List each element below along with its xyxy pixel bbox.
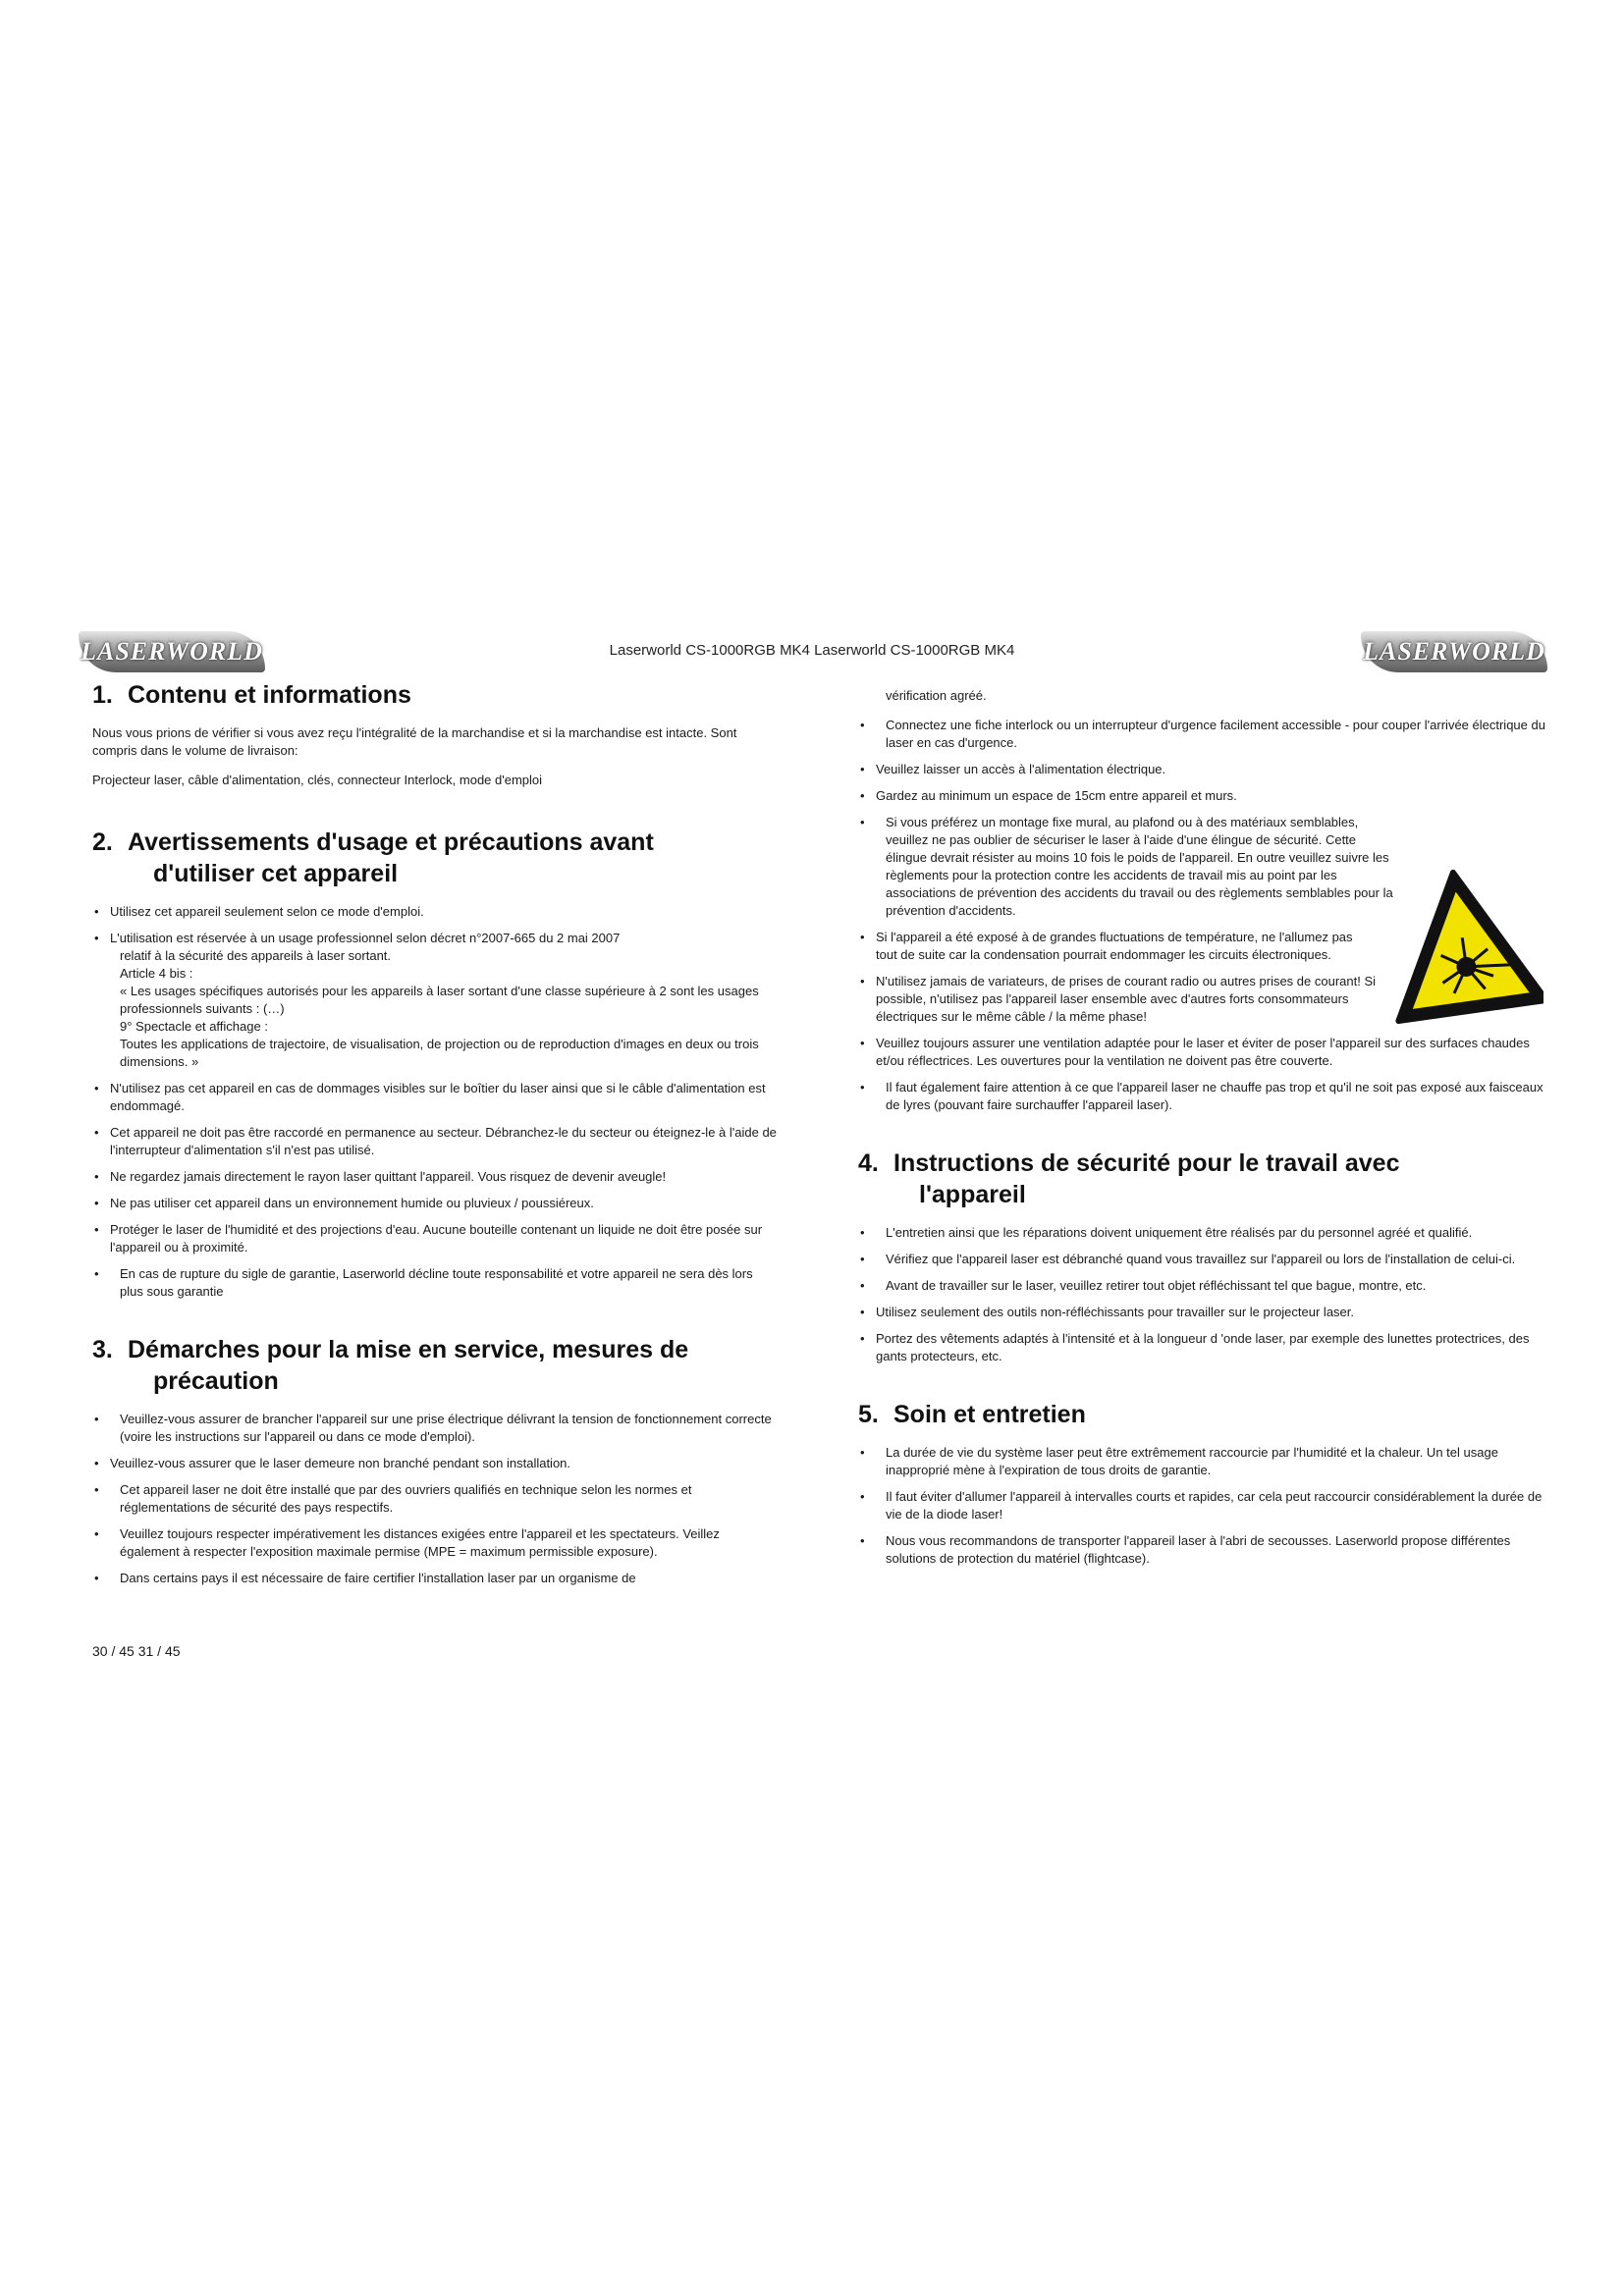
bullet-icon: • (860, 1331, 865, 1346)
bullet-icon: • (860, 1036, 865, 1050)
list-item (92, 1570, 780, 1587)
list-item (858, 1251, 1545, 1268)
bullet-icon: • (860, 1278, 865, 1293)
section-4-list (858, 1224, 1545, 1365)
page-numbers: 30 / 45 31 / 45 (92, 1643, 181, 1659)
section-number: 1. (92, 681, 113, 709)
bullet-icon: • (94, 1125, 99, 1140)
list-item-text: Portez des vêtements adaptés à l'intensité et à la longueur d 'onde laser, par exemple des lunettes protectrices, des gants protecteurs, etc. (876, 1331, 1530, 1363)
bullet-icon: • (94, 1081, 99, 1095)
list-item-subline: Article 4 bis : (120, 966, 193, 981)
list-item-text: L'entretien ainsi que les réparations doivent uniquement être réalisés par du personnel agréé et qualifié. (886, 1225, 1473, 1240)
list-item-text: Ne pas utiliser cet appareil dans un environnement humide ou pluvieux / poussiéreux. (110, 1196, 594, 1210)
section-title-line1: Instructions de sécurité pour le travail avec (893, 1149, 1400, 1177)
bullet-icon: • (860, 1252, 865, 1266)
list-item-text: Nous vous recommandons de transporter l'appareil laser à l'abri de secousses. Laserworld propose différentes solutions de protection du matériel (flightcase). (886, 1533, 1511, 1566)
bullet-icon: • (94, 1571, 99, 1585)
header-title: Laserworld CS-1000RGB MK4 Laserworld CS-1000RGB MK4 (609, 642, 1015, 659)
list-item-text: Si l'appareil a été exposé à de grandes fluctuations de température, ne l'allumez pas tout de suite car la condensation pourrait endommager les circuits électroniques. (876, 930, 1353, 962)
list-item-subline: relatif à la sécurité des appareils à laser sortant. (120, 948, 392, 963)
list-item (858, 1224, 1545, 1242)
list-item-text: Avant de travailler sur le laser, veuillez retirer tout objet réfléchissant tel que bague, montre, etc. (886, 1278, 1427, 1293)
list-item-text: Cet appareil laser ne doit être installé que par des ouvriers qualifiés en technique selon les normes et réglementations de sécurité des pays respectifs. (120, 1482, 692, 1515)
laserworld-logo-right (1361, 631, 1547, 672)
list-item (858, 1330, 1545, 1365)
logo-text-left: LASERWORLD (81, 637, 263, 666)
left-column (92, 679, 780, 1596)
list-item-text: Veuillez laisser un accès à l'alimentation électrique. (876, 762, 1166, 776)
list-item-text: L'utilisation est réservée à un usage professionnel selon décret n°2007-665 du 2 mai 2007 (110, 931, 621, 945)
list-item-text: Utilisez seulement des outils non-réfléchissants pour travailler sur le projecteur laser. (876, 1305, 1354, 1319)
section-number: 2. (92, 828, 113, 856)
bullet-icon: • (860, 815, 865, 829)
list-item-subline: 9° Spectacle et affichage : (120, 1019, 268, 1034)
list-item-text: Si vous préférez un montage fixe mural, au plafond ou à des matériaux semblables, veuillez ne pas oublier de sécuriser le laser à l'aide d'une élingue de sécurité. Cette élingue devrait résister au moins 10 fois le poids de l'appareil. En outre veuillez suivre les règlements pour la protection contre les accidents de travail mis au point par les associations de prévention des accidents du travail ou des règlements semblables pour la prévention d'accidents. (886, 815, 1393, 918)
section-title: Contenu et informations (128, 681, 411, 709)
section-title-line1: Démarches pour la mise en service, mesures de (128, 1336, 689, 1363)
bullet-icon: • (860, 974, 865, 988)
list-item (858, 717, 1545, 752)
list-item (858, 1444, 1545, 1479)
list-item-text: N'utilisez jamais de variateurs, de prises de courant radio ou autres prises de courant! Si possible, n'utilisez pas l'appareil laser ensemble avec d'autres forts consommateurs électriques sur le même câble / la même phase! (876, 974, 1377, 1024)
section-number: 4. (858, 1149, 879, 1177)
list-item (858, 1079, 1545, 1114)
list-item (92, 1265, 780, 1301)
list-item-text: Dans certains pays il est nécessaire de faire certifier l'installation laser par un organisme de (120, 1571, 636, 1585)
list-item (92, 1124, 780, 1159)
section-1-intro: Nous vous prions de vérifier si vous avez reçu l'intégralité de la marchandise et si la marchandise est intacte. Sont compris dans le volume de livraison: (92, 725, 737, 758)
list-item (92, 1455, 780, 1472)
list-item-text: Gardez au minimum un espace de 15cm entre appareil et murs. (876, 788, 1237, 803)
section-1-heading (92, 679, 780, 711)
section-2-heading (92, 827, 780, 889)
bullet-icon: • (94, 1169, 99, 1184)
list-item-text: En cas de rupture du sigle de garantie, Laserworld décline toute responsabilité et votre appareil ne sera dès lors plus sous garantie (120, 1266, 753, 1299)
list-item-text: Veuillez-vous assurer de brancher l'appareil sur une prise électrique délivrant la tension de fonctionnement correcte (voire les instructions sur l'appareil ou dans ce mode d'emploi). (120, 1412, 772, 1444)
list-item-text: Protéger le laser de l'humidité et des projections d'eau. Aucune bouteille contenant un liquide ne doit être posée sur l'appareil ou à proximité. (110, 1222, 763, 1255)
bullet-icon: • (860, 1533, 865, 1548)
list-item (92, 1080, 780, 1115)
bullet-icon: • (860, 788, 865, 803)
list-item-text: Utilisez cet appareil seulement selon ce mode d'emploi. (110, 904, 424, 919)
bullet-icon: • (94, 904, 99, 919)
bullet-icon: • (860, 1225, 865, 1240)
bullet-icon: • (94, 1222, 99, 1237)
list-item-subline: Toutes les applications de trajectoire, de visualisation, de projection ou de reproduction d'images en deux ou trois dimensions. » (120, 1037, 759, 1069)
list-item (92, 1411, 780, 1446)
list-item (858, 1277, 1545, 1295)
section-title: Soin et entretien (893, 1401, 1086, 1428)
list-item-text: Veuillez-vous assurer que le laser demeure non branché pendant son installation. (110, 1456, 571, 1470)
section-number: 3. (92, 1336, 113, 1363)
section-4-heading (858, 1148, 1545, 1210)
section-number: 5. (858, 1401, 879, 1428)
list-item-text: Veuillez toujours assurer une ventilation adaptée pour le laser et éviter de poser l'appareil sur des surfaces chaudes et/ou réflectrices. Les ouvertures pour la ventilation ne doivent pas être couverte. (876, 1036, 1530, 1068)
section-title-line2: d'utiliser cet appareil (153, 860, 399, 887)
list-item (858, 1488, 1545, 1523)
bullet-icon: • (860, 762, 865, 776)
laser-warning-icon (1386, 864, 1543, 1036)
list-item (858, 787, 1545, 805)
section-title-line2: précaution (153, 1367, 279, 1395)
list-item (858, 1304, 1545, 1321)
bullet-icon: • (860, 1489, 865, 1504)
section-3-heading (92, 1334, 780, 1397)
bullet-icon: • (860, 1080, 865, 1095)
list-item-subline: « Les usages spécifiques autorisés pour les appareils à laser sortant d'une classe supérieure à 2 sont les usages professionnels suivants : (…) (120, 984, 759, 1016)
bullet-icon: • (860, 718, 865, 732)
bullet-icon: • (94, 1196, 99, 1210)
bullet-icon: • (94, 1526, 99, 1541)
list-item (92, 1195, 780, 1212)
section-title-line2: l'appareil (919, 1181, 1026, 1208)
bullet-icon: • (94, 1412, 99, 1426)
list-item-text: N'utilisez pas cet appareil en cas de dommages visibles sur le boîtier du laser ainsi que si le câble d'alimentation est endommagé. (110, 1081, 766, 1113)
list-item-text: Veuillez toujours respecter impérativement les distances exigées entre l'appareil et les spectateurs. Veillez également à respecter l'exposition maximale permise (MPE = maximum permissible exposure). (120, 1526, 720, 1559)
list-item-text: Il faut également faire attention à ce que l'appareil laser ne chauffe pas trop et qu'il ne soit pas exposé aux faisceaux de lyres (pouvant faire surchauffer l'appareil laser). (886, 1080, 1543, 1112)
list-item-text: Connectez une fiche interlock ou un interrupteur d'urgence facilement accessible - pour couper l'arrivée électrique du laser en cas d'urgence. (886, 718, 1545, 750)
continued-text: vérification agréé. (886, 688, 987, 703)
list-item (92, 903, 780, 921)
right-column (858, 687, 1545, 1576)
logo-text-right: LASERWORLD (1363, 637, 1545, 666)
section-3-list (92, 1411, 780, 1587)
list-item-text: Vérifiez que l'appareil laser est débranché quand vous travaillez sur l'appareil ou lors de l'installation de celui-ci. (886, 1252, 1516, 1266)
list-item (858, 1035, 1545, 1070)
bullet-icon: • (94, 1266, 99, 1281)
list-item (92, 1221, 780, 1256)
section-1-contents: Projecteur laser, câble d'alimentation, clés, connecteur Interlock, mode d'emploi (92, 773, 543, 787)
bullet-icon: • (860, 930, 865, 944)
list-item-text: Cet appareil ne doit pas être raccordé en permanence au secteur. Débranchez-le du secteur ou éteignez-le à l'aide de l'interrupteur d'alimentation s'il n'est pas utilisé. (110, 1125, 777, 1157)
list-item-text: Il faut éviter d'allumer l'appareil à intervalles courts et rapides, car cela peut raccourcir considérablement la durée de vie de la diode laser! (886, 1489, 1543, 1522)
list-item (92, 1525, 780, 1561)
section-title-line1: Avertissements d'usage et précautions avant (128, 828, 654, 856)
list-item (92, 1481, 780, 1517)
list-item (858, 1532, 1545, 1568)
bullet-icon: • (94, 931, 99, 945)
list-item-text: La durée de vie du système laser peut être extrêmement raccourcie par l'humidité et la chaleur. Un tel usage inapproprié mène à l'expiration de tous droits de garantie. (886, 1445, 1498, 1477)
section-5-list (858, 1444, 1545, 1568)
list-item-text: Ne regardez jamais directement le rayon laser quittant l'appareil. Vous risquez de devenir aveugle! (110, 1169, 667, 1184)
section-2-list (92, 903, 780, 1301)
list-item (92, 930, 780, 1071)
bullet-icon: • (94, 1456, 99, 1470)
bullet-icon: • (94, 1482, 99, 1497)
list-item (858, 761, 1545, 778)
list-item (92, 1168, 780, 1186)
bullet-icon: • (860, 1445, 865, 1460)
bullet-icon: • (860, 1305, 865, 1319)
section-5-heading (858, 1399, 1545, 1430)
